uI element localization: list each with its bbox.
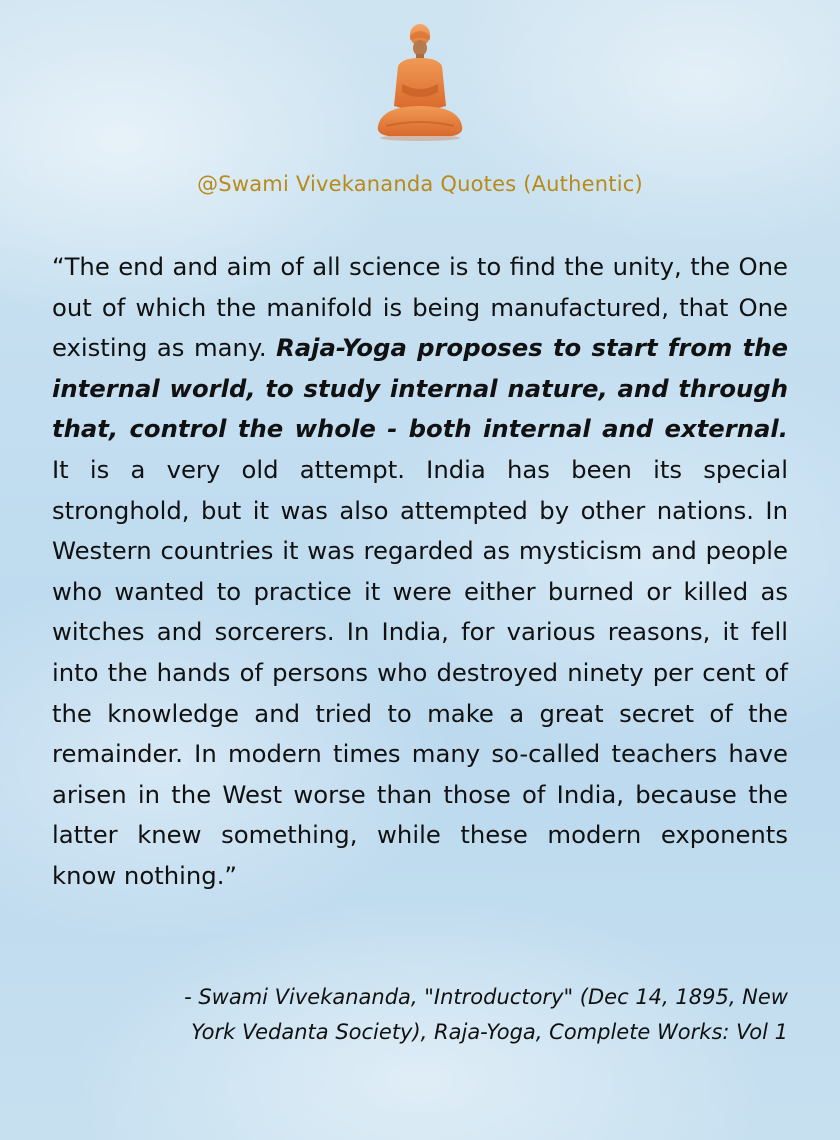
quote-text-part-2: It is a very old attempt. India has been its special stronghold, but it was also attempted by other nations. In Western countries it was regarded as mysticism and people who wanted to practice it were either burned or killed as witches and sorcerers. In India, for various reasons, it fell into the hands of persons who destroyed ninety per cent of the knowledge and tried to make a great secret of the remainder. In modern times many so-called teachers have arisen in the West worse than those of India, because the latter knew something, while these modern exponents know nothing.” xyxy=(52,454,788,890)
quote-text xyxy=(52,247,788,897)
quote-attribution xyxy=(52,980,788,1050)
attribution-line-1: - Swami Vivekananda, "Introductory" (Dec 14, 1895, New xyxy=(184,985,788,1009)
quote-emphasis: Raja-Yoga proposes to start from the internal world, to study internal nature, and through that, control the whole - both internal and external. xyxy=(52,333,788,444)
channel-name: @Swami Vivekananda Quotes (Authentic) xyxy=(197,172,643,196)
quote-text-part-1: “The end and aim of all science is to find the unity, the One out of which the manifold is being manufactured, that One existing as many. xyxy=(52,252,788,363)
swami-vivekananda-portrait-icon xyxy=(372,22,468,142)
attribution-line-2: York Vedanta Society), Raja-Yoga, Complete Works: Vol 1 xyxy=(191,1020,788,1044)
